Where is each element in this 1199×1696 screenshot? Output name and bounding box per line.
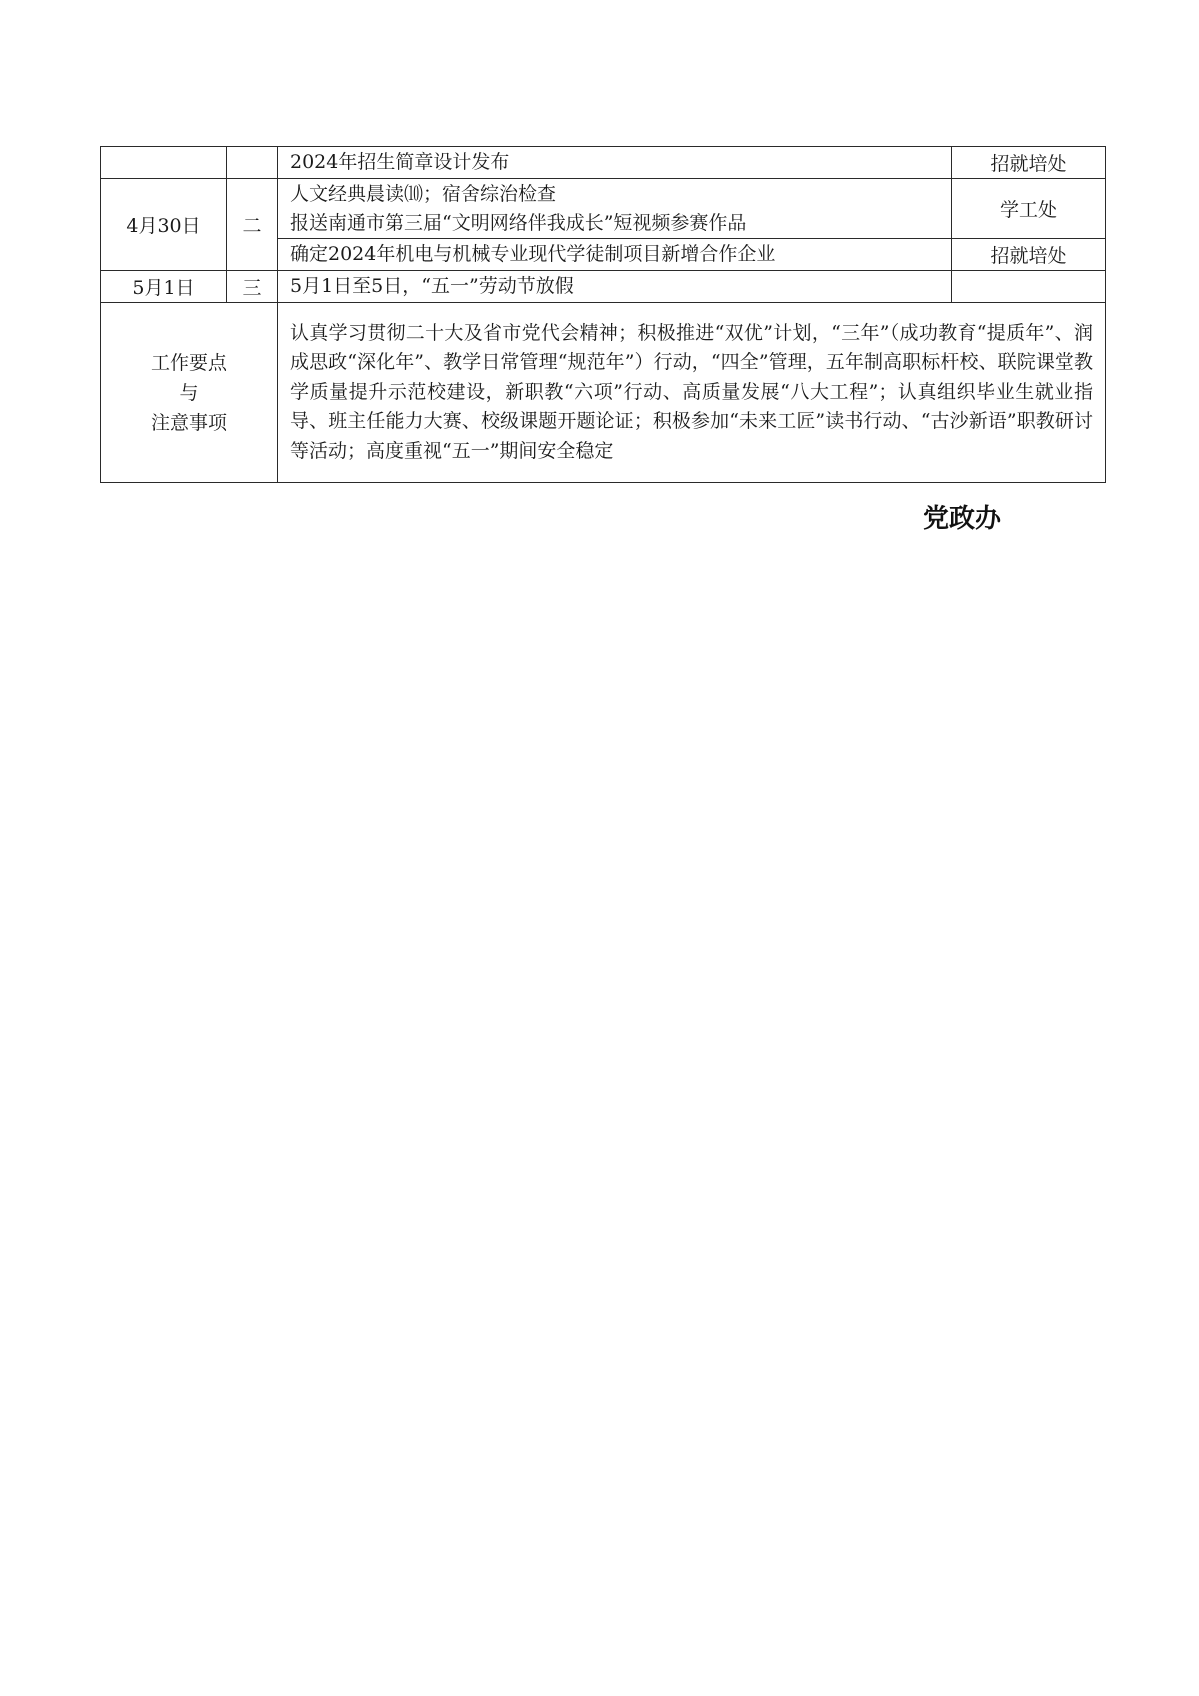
- notes-label-line: 与: [179, 381, 199, 404]
- department-cell: 学工处: [952, 179, 1106, 239]
- notes-text: 认真学习贯彻二十大及省市党代会精神；积极推进“双优”计划，“三年”（成功教育“提质年”、润成思政“深化年”、教学日常管理“规范年”）行动，“四全”管理，五年制高职标杆校、联院课堂教学质量提升示范校建设，新职教“六项”行动、高质量发展“八大工程”；认真组织毕业生就业指导、班主任能力大赛、校级课题开题论证；积极参加“未来工匠”读书行动、“古沙新语”职教研讨等活动；高度重视“五一”期间安全稳定: [278, 303, 1106, 483]
- task-item: 人文经典晨读⑽；宿舍综治检查: [290, 182, 557, 205]
- date-cell: 5月1日: [101, 271, 227, 303]
- task-cell: [278, 239, 952, 271]
- task-item: 2024年招生简章设计发布: [290, 151, 510, 173]
- task-item: 报送南通市第三届“文明网络伴我成长”短视频参赛作品: [290, 211, 747, 234]
- date-cell: 4月30日: [101, 179, 227, 271]
- task-item: 5月1日至5日，“五一”劳动节放假: [290, 275, 574, 297]
- task-cell: [278, 179, 952, 239]
- notes-label-cell: [101, 303, 278, 483]
- table-row: [101, 271, 1106, 303]
- notes-label-line: 工作要点: [150, 351, 227, 374]
- table-row: [101, 179, 1106, 239]
- weekday-cell: 二: [227, 179, 278, 271]
- weekday-cell: 三: [227, 271, 278, 303]
- department-cell: 招就培处: [952, 239, 1106, 271]
- weekly-schedule-table: [100, 146, 1106, 483]
- issuer-signature: 党政办: [923, 504, 1002, 534]
- department-cell: [952, 271, 1106, 303]
- task-cell: [278, 147, 952, 179]
- task-cell: [278, 271, 952, 303]
- department-cell: 招就培处: [952, 147, 1106, 179]
- task-item: 确定2024年机电与机械专业现代学徒制项目新增合作企业: [290, 243, 776, 265]
- notes-label-line: 注意事项: [150, 411, 227, 434]
- date-cell: [101, 147, 227, 179]
- weekday-cell: [227, 147, 278, 179]
- table-row: [101, 303, 1106, 483]
- table-row: [101, 147, 1106, 179]
